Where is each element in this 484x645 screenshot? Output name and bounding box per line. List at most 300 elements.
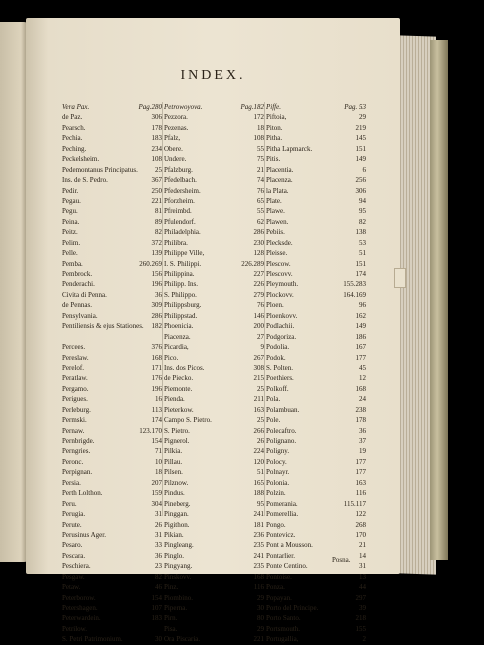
index-entry bbox=[62, 405, 162, 415]
index-entry bbox=[164, 373, 264, 383]
index-entry bbox=[164, 520, 264, 530]
index-entry bbox=[164, 582, 264, 592]
index-entry bbox=[62, 457, 162, 467]
entry-page: 306 bbox=[151, 113, 162, 122]
entry-page: 51 bbox=[257, 468, 264, 477]
entry-name: Plate. bbox=[266, 196, 282, 205]
index-entry bbox=[266, 582, 366, 592]
entry-name: Peina. bbox=[62, 217, 80, 226]
entry-page: 89 bbox=[155, 217, 162, 226]
entry-name: Vera Pax. bbox=[62, 103, 90, 111]
entry-page: 2 bbox=[362, 635, 366, 644]
index-entry bbox=[164, 259, 264, 269]
entry-name: Perigues. bbox=[62, 395, 88, 404]
entry-name: Porto del Principe. bbox=[266, 604, 319, 612]
entry-page: 95 bbox=[257, 499, 264, 508]
entry-name: Pegau. bbox=[62, 196, 81, 205]
index-entry bbox=[164, 112, 264, 122]
index-entry bbox=[266, 342, 366, 352]
entry-name: Pitha Lapmarck. bbox=[266, 144, 313, 153]
entry-name: Pillau. bbox=[164, 457, 183, 466]
index-entry bbox=[62, 624, 162, 634]
entry-page: 33 bbox=[155, 541, 162, 550]
index-entry bbox=[62, 206, 162, 216]
index-entry bbox=[62, 634, 162, 644]
index-entry bbox=[62, 144, 162, 154]
entry-name: Ponza. bbox=[266, 583, 285, 592]
entry-name: Pelle. bbox=[62, 249, 78, 258]
index-entry bbox=[164, 175, 264, 185]
entry-name: Pernaw. bbox=[62, 426, 85, 435]
entry-name: Pinskovv. bbox=[164, 572, 192, 581]
index-entry bbox=[266, 446, 366, 456]
entry-name: Perngries. bbox=[62, 447, 91, 456]
entry-page: 36 bbox=[155, 290, 162, 299]
entry-page: 107 bbox=[151, 604, 162, 612]
entry-page: 260.269 bbox=[139, 259, 162, 268]
entry-page: 162 bbox=[355, 311, 366, 320]
entry-page: 116 bbox=[253, 583, 264, 592]
entry-name: Pebiis. bbox=[266, 228, 285, 237]
entry-page: 74 bbox=[257, 176, 264, 185]
entry-page: 221 bbox=[253, 635, 264, 644]
index-entry bbox=[62, 259, 162, 269]
entry-page: 227 bbox=[253, 270, 264, 278]
index-entry bbox=[62, 123, 162, 133]
entry-name: Pleymouth. bbox=[266, 280, 299, 289]
index-entry bbox=[164, 509, 264, 519]
entry-page: 235 bbox=[253, 541, 264, 550]
entry-page: 108 bbox=[253, 134, 264, 143]
entry-page: 151 bbox=[355, 259, 366, 268]
entry-name: Petrowoyova. bbox=[164, 103, 203, 111]
index-entry bbox=[266, 572, 366, 582]
entry-page: 44 bbox=[359, 583, 366, 592]
entry-name: Poethiers. bbox=[266, 374, 294, 383]
column-header bbox=[164, 102, 264, 112]
entry-page: 226.289 bbox=[241, 259, 264, 268]
entry-name: Pensylvania. bbox=[62, 311, 98, 320]
entry-page: 226 bbox=[253, 280, 264, 289]
entry-name: Peschiera. bbox=[62, 562, 91, 571]
index-entry bbox=[266, 593, 366, 603]
entry-name: I. S. Philippi. bbox=[164, 259, 202, 268]
index-entry bbox=[62, 175, 162, 185]
entry-page: 155 bbox=[355, 624, 366, 633]
index-entry bbox=[164, 186, 264, 196]
entry-name: la Plata. bbox=[266, 186, 289, 195]
entry-name: Pignerol. bbox=[164, 437, 190, 445]
entry-page: 304 bbox=[151, 499, 162, 508]
entry-name: Pescara. bbox=[62, 551, 86, 560]
entry-page: Pag.280 bbox=[138, 103, 162, 111]
entry-page: 82 bbox=[155, 228, 162, 237]
entry-page: 156 bbox=[151, 270, 162, 278]
index-entry bbox=[266, 603, 366, 613]
entry-page: 39 bbox=[359, 604, 366, 612]
index-entry bbox=[266, 415, 366, 425]
index-entry bbox=[266, 227, 366, 237]
entry-name: Peching. bbox=[62, 144, 87, 153]
entry-page: 172 bbox=[253, 113, 264, 122]
entry-page: 183 bbox=[151, 134, 162, 143]
entry-page: 154 bbox=[151, 593, 162, 602]
index-entry bbox=[164, 634, 264, 644]
index-entry bbox=[62, 300, 162, 310]
entry-name: Polignano. bbox=[266, 437, 297, 445]
entry-name: Perpignan. bbox=[62, 468, 93, 477]
index-entry bbox=[164, 530, 264, 540]
entry-name: Plescow. bbox=[266, 259, 291, 268]
index-entry bbox=[266, 290, 366, 300]
index-entry bbox=[164, 561, 264, 571]
entry-page: 122 bbox=[355, 510, 366, 519]
entry-page: 159 bbox=[151, 489, 162, 498]
entry-name: Philippina. bbox=[164, 270, 195, 278]
index-entry bbox=[62, 165, 162, 175]
entry-name: Pigithon. bbox=[164, 520, 190, 529]
index-entry bbox=[266, 478, 366, 488]
index-entry bbox=[164, 300, 264, 310]
entry-name: Pezzora. bbox=[164, 113, 188, 122]
index-entry bbox=[164, 144, 264, 154]
entry-name: Perusinus Ager. bbox=[62, 530, 106, 539]
entry-name: S. Petri Patrimonium. bbox=[62, 635, 123, 644]
entry-name: Pfulendorf. bbox=[164, 217, 196, 226]
entry-name: Pole. bbox=[266, 416, 281, 425]
entry-page: 207 bbox=[151, 478, 162, 487]
entry-name: Piton. bbox=[266, 123, 283, 132]
entry-page: 182 bbox=[151, 322, 162, 331]
entry-page: 76 bbox=[257, 301, 264, 310]
entry-name: Ponte Centino. bbox=[266, 562, 308, 571]
index-entry bbox=[62, 488, 162, 498]
entry-name: de Pennas. bbox=[62, 301, 92, 310]
entry-name: Pearsch. bbox=[62, 123, 86, 132]
entry-name: Ins. de S. Pedro. bbox=[62, 176, 108, 185]
entry-name: Peitz. bbox=[62, 228, 78, 237]
entry-name: Pleisse. bbox=[266, 249, 288, 258]
entry-page: 376 bbox=[151, 343, 162, 352]
entry-page: 171 bbox=[151, 363, 162, 372]
entry-page: 267 bbox=[253, 353, 264, 362]
index-entry bbox=[164, 446, 264, 456]
entry-name: de Piecko. bbox=[164, 374, 194, 383]
index-entry bbox=[266, 634, 366, 644]
entry-name: Undere. bbox=[164, 155, 187, 164]
entry-page: 96 bbox=[359, 301, 366, 310]
index-entry bbox=[62, 186, 162, 196]
entry-name: Philadelphia. bbox=[164, 228, 201, 237]
index-entry bbox=[266, 373, 366, 383]
entry-name: Pedir. bbox=[62, 186, 79, 195]
index-entry bbox=[164, 457, 264, 467]
entry-name: Obere. bbox=[164, 144, 183, 153]
index-entry bbox=[62, 561, 162, 571]
index-entry bbox=[62, 415, 162, 425]
entry-name: Piftoia, bbox=[266, 113, 287, 122]
entry-page: 82 bbox=[359, 217, 366, 226]
index-entry bbox=[164, 603, 264, 613]
entry-page: 149 bbox=[355, 322, 366, 331]
index-entry bbox=[62, 373, 162, 383]
index-entry bbox=[164, 154, 264, 164]
entry-page: 151 bbox=[355, 144, 366, 153]
index-entry bbox=[164, 426, 264, 436]
entry-page: 168 bbox=[355, 384, 366, 393]
index-entry bbox=[266, 561, 366, 571]
entry-name: Polnayr. bbox=[266, 468, 290, 477]
entry-page: 154 bbox=[151, 437, 162, 445]
entry-page: 145 bbox=[355, 134, 366, 143]
index-entry bbox=[266, 206, 366, 216]
entry-page: 13 bbox=[359, 572, 366, 581]
index-entry bbox=[164, 436, 264, 446]
entry-name: Pomerellia. bbox=[266, 510, 299, 519]
index-entry bbox=[266, 112, 366, 122]
index-entry bbox=[62, 509, 162, 519]
entry-page: 146 bbox=[253, 311, 264, 320]
entry-name: Permski. bbox=[62, 416, 87, 425]
entry-page: 241 bbox=[253, 510, 264, 519]
index-entry bbox=[62, 290, 162, 300]
entry-page: 6 bbox=[362, 165, 366, 174]
entry-page: 18 bbox=[257, 123, 264, 132]
entry-name: Pelim. bbox=[62, 238, 81, 247]
index-entry bbox=[62, 426, 162, 436]
entry-name: Ploen. bbox=[266, 301, 284, 310]
entry-page: 128 bbox=[253, 249, 264, 258]
entry-name: Plawe. bbox=[266, 207, 285, 216]
index-entry bbox=[164, 196, 264, 206]
entry-name: Philipp. Ins. bbox=[164, 280, 199, 289]
index-entry bbox=[62, 154, 162, 164]
entry-page: 31 bbox=[359, 562, 366, 571]
entry-page: 75 bbox=[257, 155, 264, 164]
entry-page: 116 bbox=[355, 489, 366, 498]
index-entry bbox=[62, 551, 162, 561]
index-entry bbox=[62, 332, 162, 342]
entry-page: 215 bbox=[253, 374, 264, 383]
entry-name: Pontoise. bbox=[266, 572, 292, 581]
entry-name: Pernbrigde. bbox=[62, 437, 95, 445]
index-entry bbox=[62, 540, 162, 550]
entry-name: Pinglo. bbox=[164, 551, 185, 560]
entry-page: 297 bbox=[355, 593, 366, 602]
entry-page: 235 bbox=[253, 562, 264, 571]
entry-page: 200 bbox=[253, 322, 264, 331]
entry-page: 46 bbox=[155, 583, 162, 592]
entry-page: 177 bbox=[355, 468, 366, 477]
entry-name: Polkoff. bbox=[266, 384, 289, 393]
entry-name: Pingleang. bbox=[164, 541, 194, 550]
index-entry bbox=[164, 238, 264, 248]
index-entry bbox=[266, 269, 366, 279]
entry-name: Pemba. bbox=[62, 259, 83, 268]
entry-page: 309 bbox=[151, 301, 162, 310]
entry-page: 181 bbox=[253, 520, 264, 529]
entry-page: 23 bbox=[155, 562, 162, 571]
entry-name: Pergamo. bbox=[62, 384, 89, 393]
entry-name: Petrilow. bbox=[62, 624, 88, 633]
entry-name: Piombino. bbox=[164, 593, 193, 602]
index-entry bbox=[62, 248, 162, 258]
index-entry bbox=[164, 227, 264, 237]
index-entry bbox=[62, 311, 162, 321]
entry-name: Pienda. bbox=[164, 395, 185, 404]
entry-page: 221 bbox=[151, 196, 162, 205]
entry-page: 183 bbox=[151, 614, 162, 623]
entry-page: 30 bbox=[155, 635, 162, 644]
entry-page: 218 bbox=[355, 614, 366, 623]
entry-name: Philippsburg. bbox=[164, 301, 202, 310]
entry-name: Pedemontanus Principatus. bbox=[62, 165, 138, 174]
entry-name: Philippstad. bbox=[164, 311, 198, 320]
entry-page: 174 bbox=[355, 270, 366, 278]
index-entry bbox=[62, 238, 162, 248]
entry-page: 36 bbox=[359, 426, 366, 435]
index-entry bbox=[164, 353, 264, 363]
entry-page: 12 bbox=[359, 374, 366, 383]
index-entry bbox=[266, 165, 366, 175]
entry-name: Philibra. bbox=[164, 238, 188, 247]
entry-page: 27 bbox=[257, 332, 264, 341]
entry-page: 178 bbox=[151, 123, 162, 132]
index-page bbox=[26, 18, 400, 644]
entry-name: Pilznow. bbox=[164, 478, 189, 487]
entry-page: 256 bbox=[355, 176, 366, 185]
entry-page: 177 bbox=[355, 457, 366, 466]
book-cover-edge bbox=[430, 40, 448, 560]
column-divider bbox=[162, 102, 163, 516]
index-entry bbox=[266, 353, 366, 363]
entry-name: Ora Piscaria. bbox=[164, 635, 201, 644]
index-entry bbox=[164, 551, 264, 561]
index-entry bbox=[266, 540, 366, 550]
entry-page: 71 bbox=[155, 447, 162, 456]
entry-name: Placentia. bbox=[266, 165, 294, 174]
entry-name: Peru. bbox=[62, 499, 77, 508]
entry-name: Piacenza. bbox=[164, 332, 191, 341]
entry-page: 139 bbox=[151, 249, 162, 258]
index-entry bbox=[164, 415, 264, 425]
index-entry bbox=[266, 499, 366, 509]
entry-name: Pesaro. bbox=[62, 541, 83, 550]
entry-page: 53 bbox=[359, 238, 366, 247]
index-entry bbox=[164, 363, 264, 373]
entry-name: Podlachii. bbox=[266, 322, 295, 331]
entry-page: 29 bbox=[359, 113, 366, 122]
entry-page: 29 bbox=[257, 624, 264, 633]
index-entry bbox=[266, 613, 366, 623]
entry-page: 163 bbox=[355, 478, 366, 487]
entry-name: Percees. bbox=[62, 343, 86, 352]
entry-page: 306 bbox=[355, 186, 366, 195]
entry-page: 372 bbox=[151, 238, 162, 247]
entry-name: Pitha. bbox=[266, 134, 283, 143]
entry-page: 16 bbox=[155, 395, 162, 404]
index-entry bbox=[62, 582, 162, 592]
entry-page: 168 bbox=[151, 353, 162, 362]
index-entry bbox=[62, 467, 162, 477]
index-entry bbox=[164, 478, 264, 488]
entry-page: 155.283 bbox=[343, 280, 366, 289]
entry-name: Ploenkovv. bbox=[266, 311, 298, 320]
entry-name: Piperna. bbox=[164, 604, 188, 612]
index-entry bbox=[164, 384, 264, 394]
entry-page: 224 bbox=[253, 447, 264, 456]
entry-name: Pico. bbox=[164, 353, 179, 362]
column-divider bbox=[264, 102, 265, 516]
index-entry bbox=[164, 332, 264, 342]
entry-page: 186 bbox=[355, 332, 366, 341]
index-entry bbox=[62, 269, 162, 279]
entry-page: 29 bbox=[257, 593, 264, 602]
index-entry bbox=[62, 279, 162, 289]
entry-name: Peratlaw. bbox=[62, 374, 88, 383]
entry-name: Pongo. bbox=[266, 520, 286, 529]
entry-name: Pfreimbd. bbox=[164, 207, 192, 216]
index-entry bbox=[266, 624, 366, 634]
entry-name: Perute. bbox=[62, 520, 82, 529]
entry-page: 168 bbox=[253, 572, 264, 581]
entry-name: Pembrock. bbox=[62, 270, 93, 278]
index-entry bbox=[266, 405, 366, 415]
entry-name: Pomerania. bbox=[266, 499, 298, 508]
entry-page: 367 bbox=[151, 176, 162, 185]
entry-page: 95 bbox=[359, 207, 366, 216]
index-entry bbox=[164, 488, 264, 498]
index-entry bbox=[266, 279, 366, 289]
entry-name: Campo S. Pietro. bbox=[164, 416, 212, 425]
entry-name: Pontevicz. bbox=[266, 530, 296, 539]
index-entry bbox=[62, 436, 162, 446]
entry-page: 55 bbox=[257, 207, 264, 216]
index-entry bbox=[62, 530, 162, 540]
index-entry bbox=[164, 290, 264, 300]
entry-name: Plawen. bbox=[266, 217, 289, 226]
entry-page: 21 bbox=[359, 541, 366, 550]
index-column-3 bbox=[266, 102, 366, 645]
entry-name: Pechia. bbox=[62, 134, 83, 143]
entry-page: 266 bbox=[253, 426, 264, 435]
entry-page bbox=[160, 624, 162, 634]
index-entry bbox=[266, 436, 366, 446]
index-entry bbox=[164, 248, 264, 258]
entry-name: Pineberg. bbox=[164, 499, 191, 508]
entry-page: 165 bbox=[253, 478, 264, 487]
entry-name: Pindus. bbox=[164, 489, 185, 498]
index-entry bbox=[62, 363, 162, 373]
index-entry bbox=[266, 248, 366, 258]
entry-name: Pfalzburg. bbox=[164, 165, 193, 174]
index-entry bbox=[266, 457, 366, 467]
entry-name: Podgoriza. bbox=[266, 332, 297, 341]
index-entry bbox=[164, 133, 264, 143]
entry-name: Polzin. bbox=[266, 489, 286, 498]
index-entry bbox=[266, 426, 366, 436]
column-header bbox=[266, 102, 366, 112]
entry-page: 268 bbox=[355, 520, 366, 529]
entry-page: 82 bbox=[155, 572, 162, 581]
index-entry bbox=[266, 551, 366, 561]
index-entry bbox=[62, 520, 162, 530]
entry-page: 241 bbox=[253, 551, 264, 560]
entry-name: Phoenicia. bbox=[164, 322, 194, 331]
entry-page: 18 bbox=[155, 468, 162, 477]
entry-page: 31 bbox=[155, 530, 162, 539]
index-entry bbox=[266, 530, 366, 540]
